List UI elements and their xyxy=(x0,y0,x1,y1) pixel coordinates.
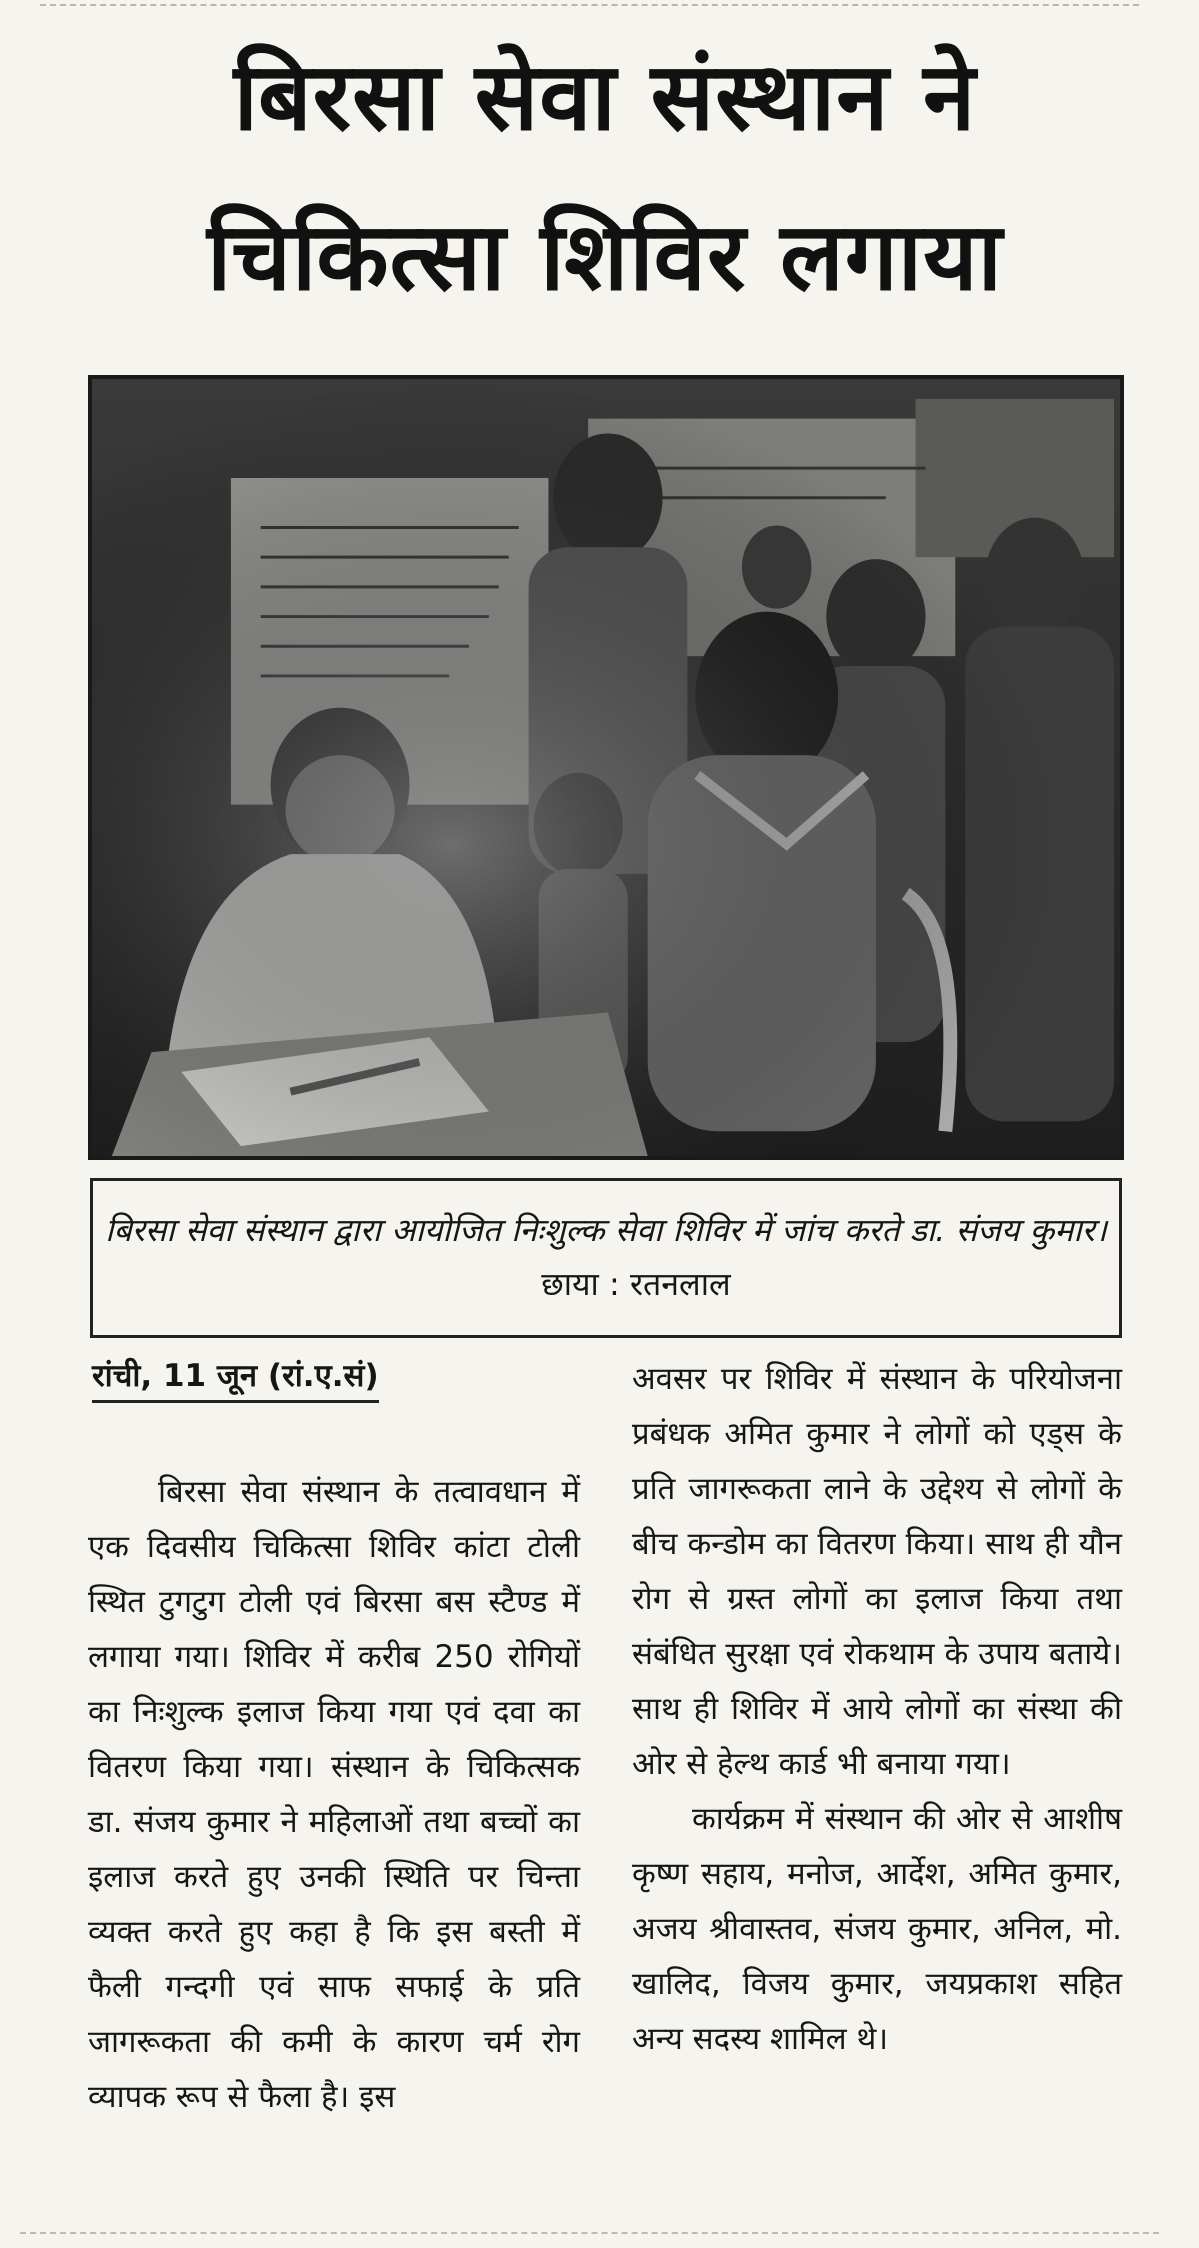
article-column-left xyxy=(88,1465,580,2125)
article-column-right xyxy=(632,1352,1122,2067)
torn-edge-top xyxy=(40,4,1139,6)
photo-doctor-examining-patient-icon xyxy=(92,379,1120,1156)
headline xyxy=(60,18,1150,338)
article-paragraph: बिरसा सेवा संस्थान के तत्वावधान में एक दिवसीय चिकित्सा शिविर कांटा टोली स्थित टुगटुग टोली एवं बिरसा बस स्टैण्ड में लगाया गया। शिविर में करीब 250 रोगियों का निःशुल्क इलाज किया गया एवं दवा का वितरण किया गया। संस्थान के चिकित्सक डा. संजय कुमार ने महिलाओं तथा बच्चों का इलाज करते हुए उनकी स्थिति पर चिन्ता व्यक्त करते हुए कहा है कि इस बस्ती में फैली गन्दगी एवं साफ सफाई के प्रति जागरूकता की कमी के कारण चर्म रोग व्यापक रूप से फैला है। इस xyxy=(88,1474,580,2115)
dateline: रांची, 11 जून (रां.ए.सं) xyxy=(92,1352,379,1403)
photo-credit: छाया : रतनलाल xyxy=(541,1265,731,1303)
news-photo xyxy=(88,375,1124,1160)
caption-text: बिरसा सेवा संस्थान द्वारा आयोजित निःशुल्क सेवा शिविर में जांच करते डा. संजय कुमार। xyxy=(105,1211,1107,1249)
torn-edge-bottom xyxy=(20,2232,1159,2234)
headline-line-2: चिकित्सा शिविर लगाया xyxy=(207,203,1003,312)
article-paragraph: अवसर पर शिविर में संस्थान के परियोजना प्रबंधक अमित कुमार ने लोगों को एड्स के प्रति जागरूकता लाने के उद्देश्य से लोगों के बीच कन्डोम का वितरण किया। साथ ही यौन रोग से ग्रस्त लोगों का इलाज किया तथा संबंधित सुरक्षा एवं रोकथाम के उपाय बताये। साथ ही शिविर में आये लोगों का संस्था की ओर से हेल्थ कार्ड भी बनाया गया। xyxy=(632,1361,1122,1782)
headline-line-1: बिरसा सेवा संस्थान ने xyxy=(233,43,977,152)
photo-caption xyxy=(90,1178,1122,1338)
article-paragraph: कार्यक्रम में संस्थान की ओर से आशीष कृष्ण सहाय, मनोज, आर्देश, अमित कुमार, अजय श्रीवास्तव, संजय कुमार, अनिल, मो. खालिद, विजय कुमार, जयप्रकाश सहित अन्य सदस्य शामिल थे। xyxy=(632,1801,1122,2057)
